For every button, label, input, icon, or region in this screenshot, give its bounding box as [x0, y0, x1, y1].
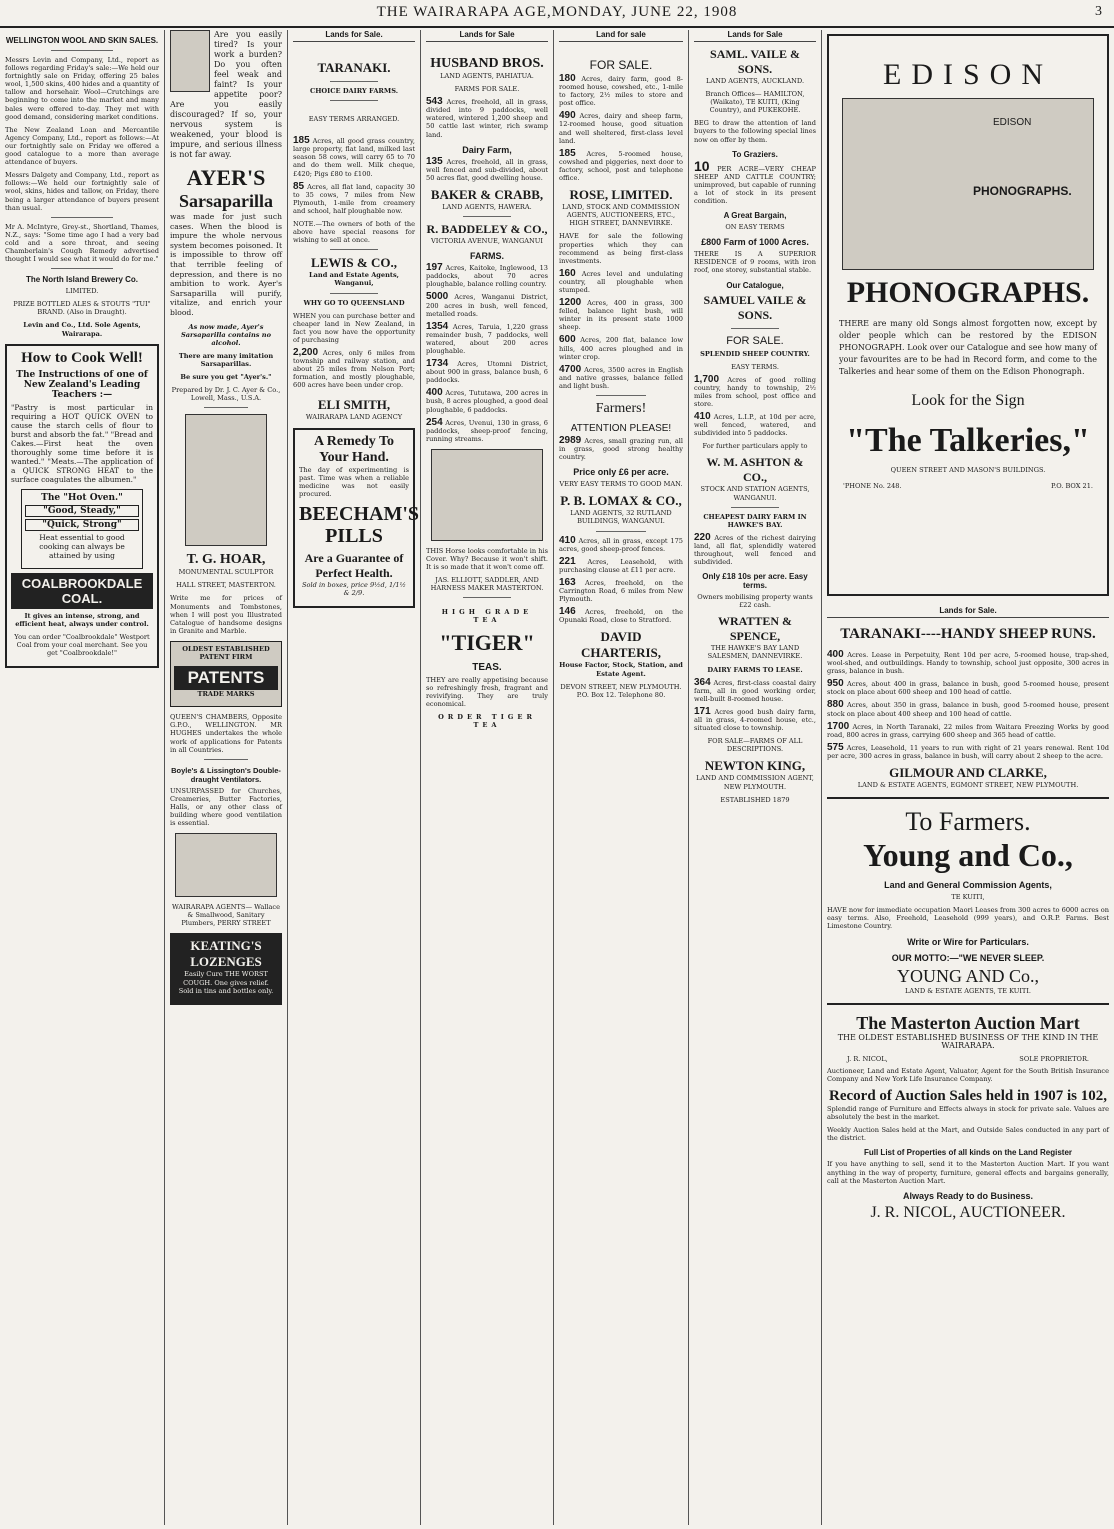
- masterton-mart: The Masterton Auction Mart: [856, 1012, 1080, 1033]
- column-5: [554, 30, 689, 1525]
- lot-950: 950: [827, 678, 844, 690]
- husband-farms: FARMS FOR SALE.: [454, 85, 520, 94]
- sole-proprietor: SOLE PROPRIETOR.: [1019, 1054, 1089, 1063]
- horse-maker: JAS. ELLIOTT, SADDLER, AND HARNESS MAKER MASTERTON.: [430, 576, 544, 593]
- column-3: [288, 30, 421, 1525]
- wool-sales-heading: WELLINGTON WOOL AND SKIN SALES.: [5, 36, 159, 45]
- lot-490: 490: [559, 110, 576, 122]
- col6-header: Lands for Sale: [694, 30, 816, 42]
- dalgety-report: Messrs Dalgety and Company, Ltd., report as follows:—We held our fortnightly sale of wool, skins, hides and tallow, on Friday, there being a larger attendance of buyers present than usual.: [5, 171, 159, 212]
- lot-5000: 5000: [426, 291, 449, 303]
- farm-1000-acres: £800 Farm of 1000 Acres.: [701, 237, 809, 248]
- baddeley-farms: FARMS.: [469, 251, 504, 262]
- nicol-name: J. R. NICOL,: [847, 1054, 888, 1063]
- phonographs-heading: PHONOGRAPHS.: [846, 276, 1090, 309]
- lot-180-text: Acres, dairy farm, good 8-roomed house, cowshed, etc., 1-mile to factory, 2½ miles to store and post office.: [559, 75, 683, 108]
- brewery-agents: Levin and Co., Ltd. Sole Agents, Wairarapa.: [23, 321, 141, 338]
- column-2: [165, 30, 288, 1525]
- edison-body: THERE are many old Songs almost forgotten now, except by older people which can be restored by the EDISON PHONOGRAPH. Look over our Catalogue and see how many of your favourites are to be had in Record form, and come to the Talkeries and hear some of them on the Edison Phonograph.: [839, 319, 1097, 376]
- wratten-sub: THE HAWKE'S BAY LAND SALESMEN, DANNEVIRKE.: [707, 644, 803, 661]
- owners-cash: Owners mobilising property wants £22 cash.: [697, 593, 813, 610]
- young-and-co: Young and Co.,: [863, 837, 1073, 874]
- quick-strong-quote: "Quick, Strong": [25, 519, 139, 531]
- farms-all: FOR SALE—FARMS OF ALL DESCRIPTIONS.: [707, 737, 803, 754]
- keatings-brand: KEATING'S LOZENGES: [190, 938, 262, 970]
- bargain-terms: ON EASY TERMS: [725, 223, 785, 232]
- lot-85: 85: [293, 180, 305, 192]
- owners-note: NOTE.—The owners of both of the above have special reasons for wishing to sell at once.: [293, 220, 415, 245]
- loan-report: The New Zealand Loan and Mercantile Agency Company, Ltd., report as follows:—At our fortnightly sale on Friday we offered a good catalogue to a more than average attendance of buyers.: [5, 125, 159, 167]
- lot-185-text: Acres, all good grass country, large property, flat land, milked last season 58 cows, will carry 65 to 70 and do them well. Milk cheque, £420; Pigs £80 to £100.: [293, 137, 415, 178]
- gilmour-sub: LAND & ESTATE AGENTS, EGMONT STREET, NEW PLYMOUTH.: [857, 781, 1079, 790]
- horse-body: THIS Horse looks comfortable in his Cover. Why? Because it won't shift. It is so made that it won't come off.: [426, 546, 548, 572]
- col7-lands-header: Lands for Sale.: [827, 606, 1109, 618]
- ayers-body: was made for just such cases. When the blood is impure the whole nervous system becomes poisoned. It is impossible to throw off that terrible feeling of depression, and there is no ambition to work. Ayer's Sarsaparilla will purify, vitalize, and enrich your blood.: [170, 212, 282, 317]
- husband-sub: LAND AGENTS, PAHIATUA.: [440, 72, 534, 80]
- lot-146: 146: [559, 606, 576, 618]
- ayers-tag-alcohol: As now made, Ayer's Sarsaparilla contains no alcohol.: [181, 322, 271, 347]
- lewis-name: LEWIS & CO.,: [311, 255, 397, 271]
- monument-illustration: [185, 414, 267, 546]
- ventilator-body: UNSURPASSED for Churches, Creameries, Butter Factories, Halls, or any other class of building where good ventilation is essential.: [170, 786, 282, 828]
- vaile-name: SAML. VAILE & SONS.: [710, 47, 800, 76]
- lot-600: 600: [559, 334, 576, 346]
- baker-crabb-sub: LAND AGENTS, HAWERA.: [442, 202, 532, 211]
- always-ready: Always Ready to do Business.: [902, 1190, 1034, 1201]
- lot-410b: 410: [694, 411, 711, 423]
- ayers-brand: AYER'S: [186, 165, 266, 190]
- hawkes-bay-heading: CHEAPEST DAIRY FARM IN HAWKE'S BAY.: [703, 512, 807, 529]
- charteris-name: DAVID CHARTERIS,: [580, 629, 662, 661]
- brewery-name: The North Island Brewery Co.: [25, 275, 139, 285]
- column-7: [822, 30, 1114, 1525]
- lot-364-text: Acres, first-class coastal dairy farm, all in good working order, well-built 8-roomed house.: [694, 678, 816, 703]
- lot-575-text: Acres, Leasehold, 11 years to run with right of 21 years renewal. Rent 10d per acre, 300 acres in grass, balance in bush, will carry about 2 sheep to the acre.: [827, 743, 1109, 760]
- nicol-auctioneer: J. R. NICOL, AUCTIONEER.: [870, 1203, 1066, 1221]
- rose-sub: LAND, STOCK AND COMMISSION AGENTS, AUCTIONEERS, ETC., HIGH STREET, DANNEVIRKE.: [562, 203, 680, 228]
- lot-220: 220: [694, 531, 711, 543]
- lot-364: 364: [694, 676, 711, 688]
- lot-400c: 400: [827, 649, 844, 660]
- rose-body: HAVE for sale the following properties which they can recommend as being first-class investments.: [559, 232, 683, 265]
- edison-advert: [827, 34, 1109, 596]
- lewis-sub: Land and Estate Agents, Wanganui,: [309, 271, 399, 288]
- gilmour-clarke: GILMOUR AND CLARKE,: [889, 765, 1047, 781]
- brewery-body: PRIZE BOTTLED ALES & STOUTS "TUI" BRAND. (Also in Draught).: [13, 300, 151, 317]
- handy-sheep-runs: TARANAKI----HANDY SHEEP RUNS.: [840, 626, 1096, 642]
- eli-smith: ELI SMITH,: [317, 397, 391, 413]
- dairy-lease: DAIRY FARMS TO LEASE.: [707, 665, 803, 674]
- lot-180: 180: [559, 73, 576, 84]
- rose-limited: ROSE, LIMITED.: [569, 187, 673, 203]
- beechams-foot: Are a Guarantee of Perfect Health.: [304, 550, 404, 580]
- cook-advert: [5, 344, 159, 668]
- easy-terms-2: EASY TERMS.: [731, 362, 779, 371]
- phono-small: PHONOGRAPHS.: [973, 184, 1072, 198]
- queensland-body: WHEN you can purchase better and cheaper land in New Zealand, in fact you now have the opportunity of purchasing: [293, 311, 415, 344]
- masthead: [0, 0, 1114, 28]
- lot-2200: 2,200: [293, 346, 319, 358]
- hoar-name: T. G. HOAR,: [186, 552, 266, 568]
- phonograph-illustration: [842, 98, 1094, 270]
- cook-sub: The Instructions of one of New Zealand's Leading Teachers :—: [16, 369, 148, 400]
- lot-185b-text: Acres, 5-roomed house, cowshed and piggeries, next door to factory, school, post and telephone office.: [559, 149, 683, 183]
- lot-950-text: Acres, about 400 in grass, balance in bush, good 5-roomed house, present stock on place about 600 sheep and 100 head of cattle.: [827, 680, 1109, 697]
- lot-220-text: Acres of the richest dairying land, all flat, splendidly watered throughout, well fenced and subdivided.: [694, 533, 816, 567]
- charteris-sub: House Factor, Stock, Station, and Estate Agent.: [559, 661, 683, 678]
- charteris-address: DEVON STREET, NEW PLYMOUTH. P.O. Box 12. Telephone 80.: [560, 682, 682, 699]
- lot-400c-text: Acres. Lease in Perpetuity, Rent 10d per acre, 5-roomed house, trap-shed, wool-shed, and outbuildings. Handy to township, school just opposite, 300 acres in grass, balance in bush.: [827, 651, 1109, 676]
- ventilator-title: Boyle's & Lissington's Double-draught Ventilators.: [171, 765, 281, 784]
- splendid-sheep: SPLENDID SHEEP COUNTRY.: [700, 349, 810, 358]
- eli-smith-sub: WAIRARAPA LAND AGENCY: [305, 413, 403, 422]
- attention-heading: ATTENTION PLEASE!: [570, 423, 672, 434]
- lot-1734: 1734: [426, 358, 449, 370]
- column-1: [0, 30, 165, 1525]
- newton-king-est: ESTABLISHED 1879: [720, 795, 790, 804]
- look-for-sign: Look for the Sign: [911, 392, 1025, 409]
- record-body: Splendid range of Furniture and Effects always in stock for private sale. Values are absolutely the best in the market.: [827, 1105, 1109, 1122]
- ayers-product: Sarsaparilla: [178, 191, 273, 211]
- lot-221-text: Acres, Leasehold, with purchasing clause at £11 per acre.: [559, 557, 683, 574]
- patents-body: QUEEN'S CHAMBERS, Opposite G.P.O., WELLINGTON. MR HUGHES undertakes the whole work of applications for Patents in all Countries.: [170, 713, 282, 754]
- page-number: 3: [1095, 4, 1102, 19]
- lot-197: 197: [426, 262, 443, 274]
- lot-171-text: Acres good bush dairy farm, all in grass, 4-roomed house, etc., situated close to township.: [694, 707, 816, 733]
- cook-heat: Heat essential to good cooking can always be attained by using: [39, 532, 125, 560]
- vaile-intro: BEG to draw the attention of land buyers to the following special lines now on offer by them.: [694, 119, 816, 144]
- lot-85-text: Acres, all flat land, capacity 30 to 35 cows, 7 miles from New Plymouth, 1-mile from creamery and school, half ploughable now.: [293, 182, 415, 215]
- price-per-acre: Price only £6 per acre.: [573, 467, 669, 478]
- wratten-name: WRATTEN & SPENCE,: [717, 614, 793, 644]
- lot-254-text: Acres, Uvenui, 130 in grass, 6 paddocks, sheep-proof fencing, running streams.: [426, 418, 548, 443]
- lot-1700b: 1700: [827, 720, 850, 732]
- ventilator-agents: WAIRARAPA AGENTS— Wallace & Smallwood, Sanitary Plumbers, PERRY STREET: [171, 903, 281, 928]
- coal-brand: COALBROOKDALE COAL.: [11, 573, 153, 609]
- ayers-tag-sure: Be sure you get "Ayer's.": [180, 373, 272, 381]
- patents-word: PATENTS: [174, 666, 278, 690]
- lot-1354: 1354: [426, 320, 449, 332]
- easy-terms: EASY TERMS ARRANGED.: [308, 115, 400, 124]
- lot-600-text: Acres, 200 flat, balance low hills, 400 acres ploughed and in winter crop.: [559, 336, 683, 361]
- edison-small: EDISON: [993, 117, 1032, 128]
- for-sale-heading: FOR SALE.: [589, 58, 653, 72]
- col4-header: Lands for Sale: [426, 30, 548, 42]
- newton-king: NEWTON KING,: [704, 758, 806, 774]
- young-body: HAVE now for immediate occupation Maori Leases from 300 acres to 6000 acres on easy terms. Also, Freehold, Leasehold (999 years), and O.R.P. Farms. Best Limestone Country.: [827, 906, 1109, 931]
- tiger-ring-text: HIGH GRADE TEA: [441, 608, 533, 625]
- lot-160: 160: [559, 267, 576, 279]
- hoar-body: Write me for prices of Monuments and Tombstones, when I will post you Illustrated Catalogue of handsome designs in Granite and Marble.: [170, 594, 282, 635]
- lot-410b-text: Acres, L.I.P., at 10d per acre, well fenced, watered, and subdivided into 5 paddocks.: [694, 413, 816, 438]
- lot-10-text: PER ACRE—VERY CHEAP SHEEP AND CATTLE COUNTRY; unimproved, but capable of running a lot of stock in its present condition.: [694, 164, 816, 206]
- lot-185b: 185: [559, 147, 576, 159]
- tiger-word: "TIGER": [439, 629, 535, 655]
- phone-number: 'PHONE No. 248.: [843, 482, 902, 491]
- lot-5000-text: Acres, Wanganui District, 200 acres in bush, well fenced, metalled roads.: [426, 293, 548, 318]
- tiger-ring-bottom: ORDER TIGER TEA: [438, 712, 536, 730]
- husband-bros: HUSBAND BROS.: [430, 56, 544, 71]
- tiger-body: THEY are really appetising because so refreshingly fresh, fragrant and revivifying. They are truly economical.: [426, 675, 548, 708]
- sell-body: If you have anything to sell, send it to the Masterton Auction Mart. If you want anything in the way of property, furniture, general effects and bargains generally, call at the Masterton Auction Mart.: [827, 1160, 1109, 1185]
- dairy-farm-heading: Dairy Farm,: [462, 144, 512, 155]
- col3-header: Lands for Sale.: [293, 30, 415, 42]
- young-town: TE KUITI,: [951, 893, 985, 902]
- lot-160-text: Acres level and undulating country, all ploughable when stumped.: [559, 269, 683, 294]
- further-particulars: For further particulars apply to: [702, 442, 808, 451]
- lot-880-text: Acres, about 350 in grass, balance in bush, good 5-roomed house, present stock on place about 400 sheep and 100 head of cattle.: [827, 701, 1109, 718]
- lot-1734-text: Acres, Utomni District, about 900 in grass, balance bush, 6 paddocks.: [426, 360, 548, 385]
- lot-2200-text: Acres, only 6 miles from township and railway station, and about 25 miles from Nelson Port; formation, and mostly ploughable, 600 acres have been under crop.: [293, 348, 415, 390]
- lot-185: 185: [293, 135, 310, 147]
- coal-tagline: It gives an intense, strong, and efficient heat, always under control.: [15, 611, 149, 628]
- beechams-advert: [293, 428, 420, 609]
- keatings-advert: [170, 933, 282, 1004]
- column-4: [421, 30, 554, 1525]
- lot-10: 10: [694, 157, 710, 174]
- auction-record: Record of Auction Sales held in 1907 is 102,: [829, 1088, 1107, 1105]
- lot-163: 163: [559, 576, 576, 588]
- vaile-sub: LAND AGENTS, AUCKLAND.: [705, 77, 805, 85]
- lot-400-text: Acres, Tututawa, 200 acres in bush, 8 acres ploughed, a good deal ploughable, 6 paddocks.: [426, 389, 548, 414]
- lot-880: 880: [827, 699, 844, 711]
- cook-body: "Pastry is most particular in requiring a HOT QUICK OVEN to cause the starch cells of flour to burst and absorb the fat." "Bread and Cakes.—First heat the oven thoroughly some time before it is wanted." "Meats.—The application of a QUICK STRONG HEAT to the surface coagulates the albumen.": [11, 402, 153, 484]
- vaile-branches: Branch Offices— HAMILTON, (Waikato), TE KUITI, (King Country), and PUKEKOHE.: [705, 90, 805, 115]
- taranaki-heading: TARANAKI.: [317, 60, 391, 75]
- lot-171: 171: [694, 705, 711, 717]
- edison-title: EDISON: [883, 58, 1053, 91]
- brewery-sub: LIMITED.: [65, 287, 99, 296]
- hot-oven-quote: The "Hot Oven.": [41, 492, 123, 503]
- lomax-sub: LAND AGENTS, 32 RUTLAND BUILDINGS, WANGANUI.: [570, 509, 672, 526]
- young-name-2: YOUNG AND Co.,: [896, 965, 1039, 986]
- hawkes-price: Only £18 10s per acre. Easy terms.: [702, 572, 808, 591]
- lot-410-text: Acres, all in grass, except 175 acres, good sheep-proof fences.: [559, 536, 683, 553]
- baddeley-name: R. BADDELEY & CO.,: [426, 222, 548, 237]
- ashton-name: W. M. ASHTON & CO.,: [706, 455, 804, 485]
- lot-490-text: Acres, dairy and sheep farm, 12-roomed house, good situation and well sheltered, first-class level land.: [559, 112, 683, 145]
- farm-1000-text: THERE IS A SUPERIOR RESIDENCE of 9 rooms, with iron roof, one storey, substantial stable.: [694, 250, 816, 275]
- lot-543-text: Acres, freehold, all in grass, divided into 9 paddocks, well watered, wintered 1,200 sheep and 50 cattle last winter, rich swamp land.: [426, 98, 548, 139]
- tiger-teas: TEAS.: [472, 661, 502, 673]
- catalogue-heading: Our Catalogue,: [726, 280, 784, 290]
- lomax-name: P. B. LOMAX & CO.,: [560, 493, 682, 509]
- to-farmers: To Farmers.: [905, 807, 1031, 837]
- choice-dairy: CHOICE DAIRY FARMS.: [309, 87, 399, 95]
- motto: OUR MOTTO:—"WE NEVER SLEEP.: [891, 952, 1045, 963]
- lot-4700: 4700: [559, 363, 582, 375]
- beechams-brand: BEECHAM'S PILLS: [299, 502, 420, 547]
- talkeries-contact: [843, 482, 1093, 490]
- lot-221: 221: [559, 555, 576, 567]
- lot-543: 543: [426, 96, 443, 108]
- ayers-tired-text: Are you easily tired? Is your work a burden? Do you often feel weak and faint? Is your appetite poor? Are you easily discouraged? If so, your nervous system is weakened, your blood is impure, and serious illness is not far away.: [170, 30, 282, 159]
- keatings-body: Easily Cure THE WORST COUGH. One gives relief. Sold in tins and bottles only.: [178, 970, 274, 995]
- tired-woman-illustration: [170, 30, 210, 92]
- horse-cover-illustration: [431, 449, 543, 541]
- lot-1700a: 1,700: [694, 373, 720, 385]
- lot-400: 400: [426, 387, 443, 399]
- lot-197-text: Acres, Kaitoke, Inglewood, 13 paddocks, about 70 acres ploughable, balance rolling country.: [426, 264, 548, 289]
- lot-1354-text: Acres, Taruia, 1,220 grass remainder bush, 7 paddocks, well watered, about 200 acres ploughable.: [426, 322, 548, 355]
- lot-146-text: Acres, freehold, on the Opunaki Road, close to Stratford.: [559, 608, 683, 625]
- ashton-sub: STOCK AND STATION AGENTS, WANGANUI.: [700, 485, 810, 502]
- lot-1200-text: Acres, 400 in grass, 300 felled, balance light bush, will winter in its present state 1000 sheep.: [559, 299, 683, 332]
- po-box: P.O. BOX 21.: [1051, 482, 1093, 491]
- talkeries-address: QUEEN STREET AND MASON'S BUILDINGS.: [890, 466, 1046, 474]
- young-sub-2: LAND & ESTATE AGENTS, TE KUITI.: [904, 986, 1032, 995]
- graziers-heading: To Graziers.: [732, 149, 778, 159]
- trade-marks: TRADE MARKS: [197, 690, 255, 699]
- farmers-heading: Farmers!: [595, 401, 647, 416]
- young-sub: Land and General Commission Agents,: [884, 880, 1052, 891]
- nicol-body: Auctioneer, Land and Estate Agent, Valuator, Agent for the South British Insurance Company and New York Life Insurance Company.: [827, 1066, 1109, 1083]
- lot-2989: 2989: [559, 435, 582, 446]
- column-6: [689, 30, 822, 1525]
- levin-report: Messrs Levin and Company, Ltd., report as follows regarding Friday's sale:—We held our fortnightly sale on Friday, offering 25 bales wool, 1,500 skins, 400 hides and a quantity of tallow and horsehair. Wool—Crutchings are beginning to come into the market and many bales were offered to-day. They met with good demand, considering market conditions.: [5, 56, 159, 121]
- ayers-maker: Prepared by Dr. J. C. Ayer & Co., Lowell, Mass., U.S.A.: [171, 386, 281, 403]
- talkeries-heading: "The Talkeries,": [846, 422, 1090, 459]
- queensland-heading: WHY GO TO QUEENSLAND: [303, 298, 405, 307]
- hot-oven-box: [21, 489, 143, 569]
- coal-footer: You can order "Coalbrookdale" Westport Coal from your coal merchant. See you get "Coalbrookdale!": [14, 632, 150, 657]
- beechams-sold: Sold in boxes, price 9½d, 1/1½ & 2/9.: [302, 580, 406, 597]
- ayers-advert: [170, 30, 282, 402]
- lot-254: 254: [426, 416, 443, 428]
- full-list: Full List of Properties of all kinds on the Land Register: [863, 1148, 1073, 1158]
- lot-4700-text: Acres, 3500 acres in English and native grasses, balance felled and light bush.: [559, 365, 683, 390]
- hoar-trade: MONUMENTAL SCULPTOR: [178, 568, 274, 577]
- price-terms: VERY EASY TERMS TO GOOD MAN.: [559, 480, 683, 489]
- lot-410: 410: [559, 534, 576, 546]
- newton-king-sub: LAND AND COMMISSION AGENT, NEW PLYMOUTH.: [696, 774, 814, 791]
- cook-title: How to Cook Well!: [21, 349, 143, 366]
- lot-2989-text: Acres, small grazing run, all in grass, good strong healthy country.: [559, 437, 683, 462]
- beechams-body: The day of experimenting is past. Time was when a reliable medicine was not easily procured.: [299, 465, 409, 498]
- lot-163-text: Acres, freehold, on the Carrington Road, 6 miles from New Plymouth.: [559, 578, 683, 604]
- vaile-name-2: SAMUEL VAILE & SONS.: [703, 292, 807, 322]
- lot-575: 575: [827, 741, 844, 753]
- beechams-title: A Remedy To Your Hand.: [313, 433, 395, 465]
- for-sale-2: FOR SALE.: [726, 334, 784, 347]
- lot-1700b-text: Acres, in North Taranaki, 22 miles from Waitara Freezing Works by good road, 800 acres in grass, carrying 600 sheep and 365 head of cattle.: [827, 722, 1109, 739]
- masthead-title: THE WAIRARAPA AGE,MONDAY, JUNE 22, 1908: [376, 4, 738, 20]
- nicol-line: [847, 1055, 1089, 1063]
- lot-135-text: Acres, freehold, all in grass, well fenced and sub-divided, about 50 acres flat, good dwelling house.: [426, 157, 548, 182]
- baker-crabb: BAKER & CRABB,: [430, 186, 544, 202]
- patents-advert: [170, 641, 282, 707]
- bargain-heading: A Great Bargain,: [723, 211, 787, 221]
- cough-testimonial: Mr A. McIntyre, Grey-st., Shortland, Thames, N.Z., says: "Some time ago I had a very bad cold and a sore throat, and seeing Chamberlain's Cough Remedy advertised thought I would see what it would do for me.": [5, 222, 159, 264]
- hoar-address: HALL STREET, MASTERTON.: [176, 581, 276, 590]
- write-wire: Write or Wire for Particulars.: [907, 936, 1029, 947]
- baddeley-sub: VICTORIA AVENUE, WANGANUI: [431, 237, 543, 246]
- mart-sub: THE OLDEST ESTABLISHED BUSINESS OF THE KIND IN THE WAIRARAPA.: [837, 1032, 1099, 1050]
- weekly-sales: Weekly Auction Sales held at the Mart, and Outside Sales conducted in any part of the district.: [827, 1126, 1109, 1143]
- ventilator-illustration: [175, 833, 277, 897]
- good-steady-quote: "Good, Steady,": [25, 505, 139, 517]
- lot-1200: 1200: [559, 297, 582, 309]
- ayers-tag-imitation: There are many imitation Sarsaparillas.: [178, 351, 274, 368]
- lot-135: 135: [426, 155, 443, 167]
- lot-1700a-text: Acres of good rolling country, handy to township, 2½ miles from school, post office and store.: [694, 375, 816, 408]
- patents-tag: OLDEST ESTABLISHED PATENT FIRM: [182, 644, 270, 662]
- col5-header: Land for sale: [559, 30, 683, 42]
